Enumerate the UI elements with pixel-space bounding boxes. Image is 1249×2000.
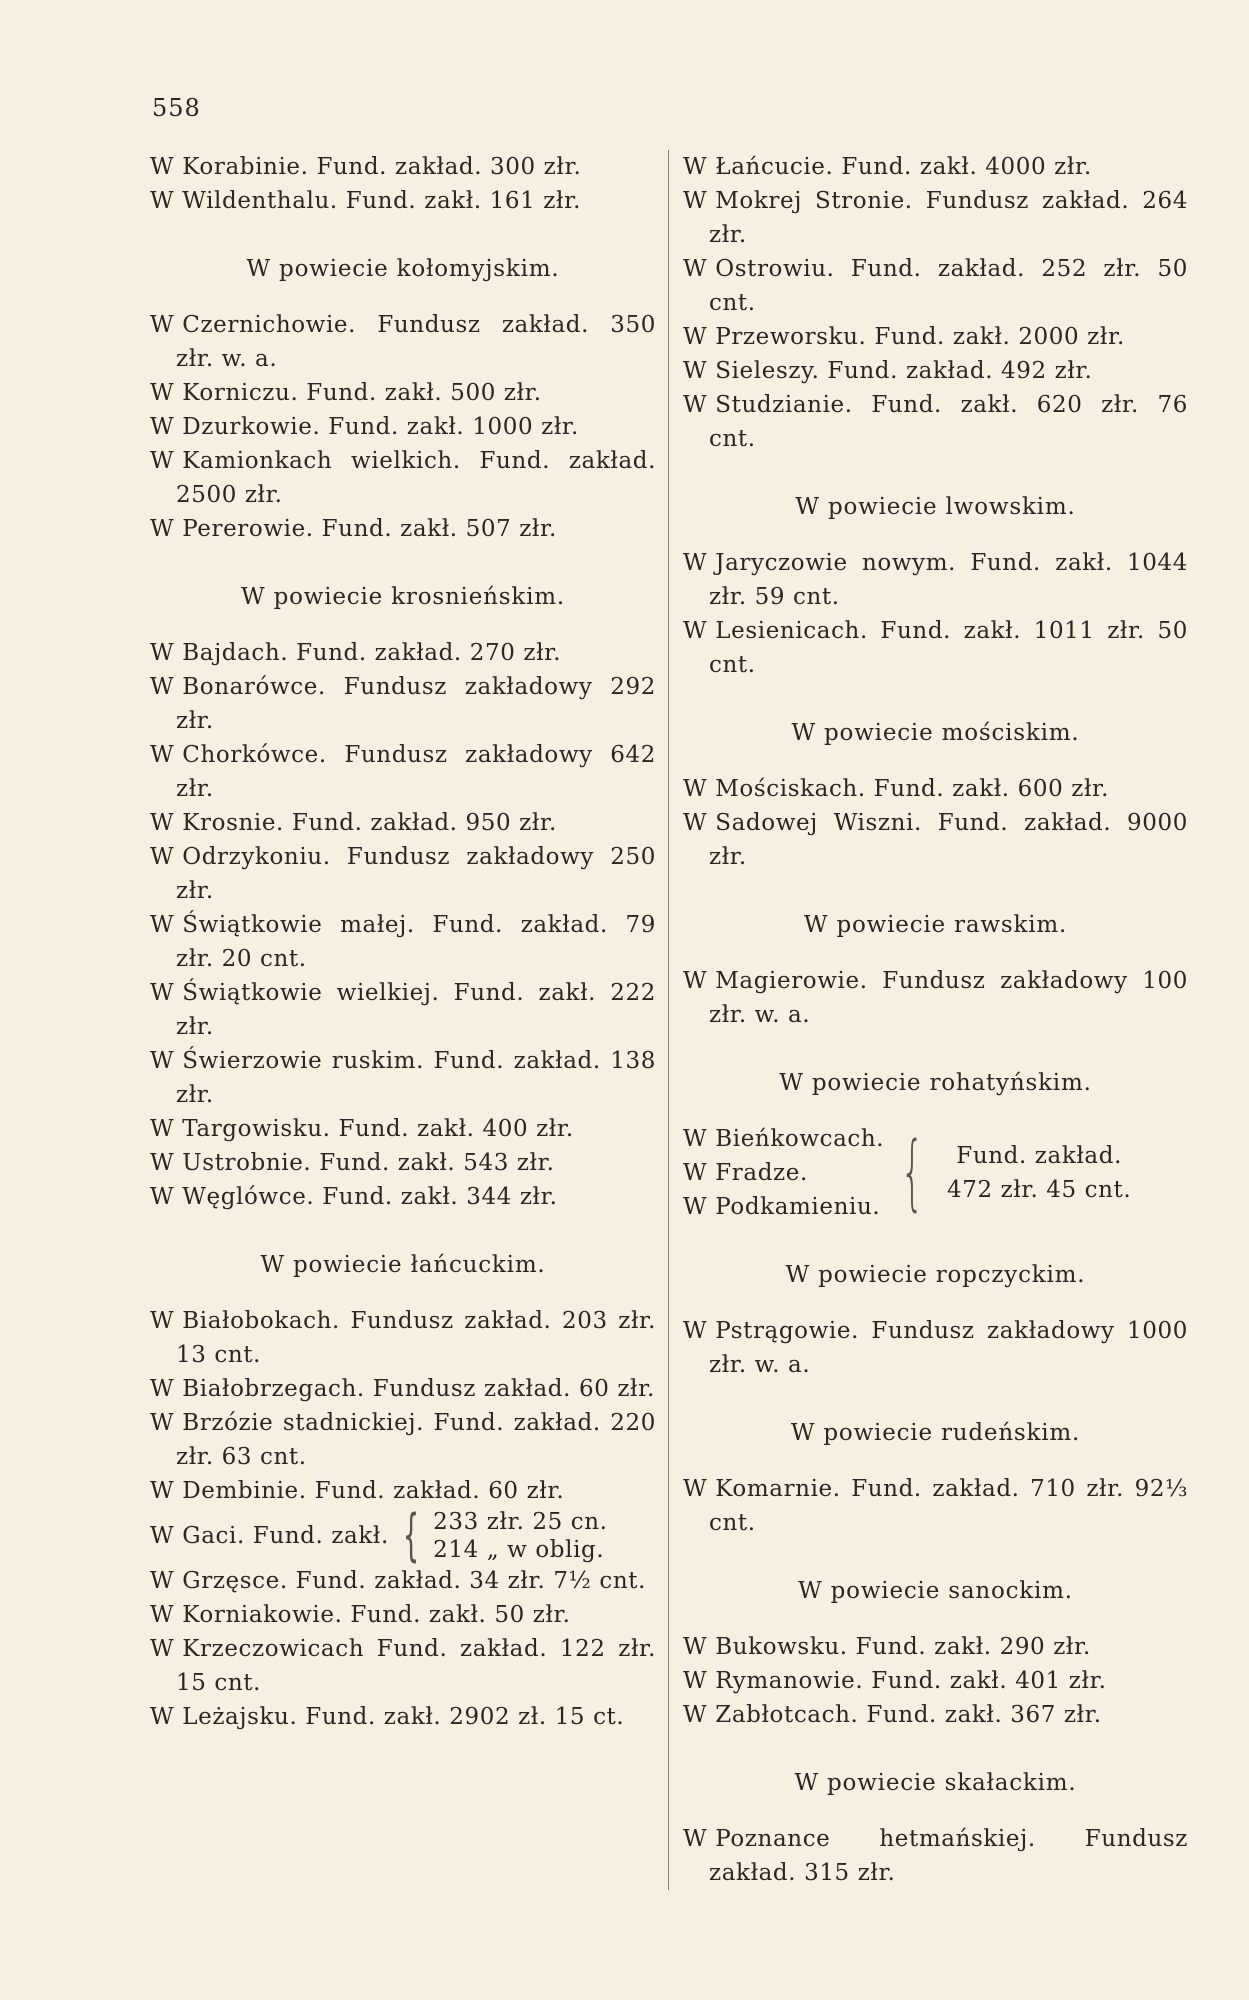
entry <box>150 636 656 670</box>
entry-list <box>683 546 1188 682</box>
entry-prefix: W <box>683 550 708 576</box>
entry-prefix: W <box>683 1160 708 1186</box>
district-heading: W powiecie rohatyńskim. <box>779 1070 1092 1096</box>
entry-text: Rymanowie. Fund. zakł. 401 złr. <box>715 1668 1107 1694</box>
entry-list <box>150 150 656 218</box>
entry-text: Magierowie. Fundusz zakładowy 100 złr. w. a. <box>709 968 1188 1028</box>
entry-text: Czernichowie. Fundusz zakład. 350 złr. w. a. <box>176 312 656 372</box>
entry-prefix: W <box>150 1478 175 1504</box>
entry-text: Podkamieniu. <box>715 1194 881 1220</box>
fund-line: Fund. zakład. <box>956 1143 1122 1169</box>
entry-text: Węglówce. Fund. zakł. 344 złr. <box>182 1184 558 1210</box>
entry-list <box>683 964 1188 1032</box>
entry-prefix: W <box>150 1116 175 1142</box>
entry <box>683 1314 1188 1382</box>
entry-list <box>150 1304 656 1508</box>
entry-prefix: W <box>150 414 175 440</box>
entry-text: Mokrej Stronie. Fundusz zakład. 264 złr. <box>709 188 1188 248</box>
entry-text: Dzurkowie. Fund. zakł. 1000 złr. <box>182 414 579 440</box>
entry-prefix: W <box>150 674 175 700</box>
entry-prefix: W <box>683 1702 708 1728</box>
entry-text: Białobokach. Fundusz zakład. 203 złr. 13 cnt. <box>176 1308 656 1368</box>
column-divider <box>668 150 669 1890</box>
entry-text: Krzeczowicach Fund. zakład. 122 złr. 15 cnt. <box>176 1636 656 1696</box>
left-column <box>150 150 656 1734</box>
entry-prefix: W <box>683 324 708 350</box>
entry-text: Dembinie. Fund. zakład. 60 złr. <box>182 1478 565 1504</box>
entry-prefix: W <box>150 1704 175 1730</box>
entry <box>150 806 656 840</box>
entry-prefix: W <box>150 640 175 666</box>
entry-text: Przeworsku. Fund. zakł. 2000 złr. <box>715 324 1125 350</box>
entry <box>683 1664 1188 1698</box>
district-heading: W powiecie lwowskim. <box>795 494 1076 520</box>
district-heading: W powiecie rudeńskim. <box>790 1420 1081 1446</box>
fund-line: 472 złr. 45 cnt. <box>946 1177 1132 1203</box>
entry-text: Ostrowiu. Fund. zakład. 252 złr. 50 cnt. <box>709 256 1188 316</box>
entry-list <box>683 1630 1188 1732</box>
entry-text: Bukowsku. Fund. zakł. 290 złr. <box>715 1634 1091 1660</box>
entry-text: Fradze. <box>715 1160 808 1186</box>
entry-prefix: W <box>150 154 175 180</box>
entry-prefix: W <box>150 1376 175 1402</box>
entry-text: Pererowie. Fund. zakł. 507 złr. <box>182 516 557 542</box>
entry-prefix: W <box>683 776 708 802</box>
entry-list <box>150 308 656 546</box>
entry <box>150 308 656 376</box>
entry-text: Wildenthalu. Fund. zakł. 161 złr. <box>182 188 582 214</box>
entry-prefix: W <box>150 742 175 768</box>
entry-text: Korabinie. Fund. zakład. 300 złr. <box>182 154 582 180</box>
district-heading: W powiecie sanockim. <box>798 1578 1073 1604</box>
entry-text: Chorkówce. Fundusz zakładowy 642 złr. <box>176 742 656 802</box>
entry-list <box>150 636 656 1214</box>
entry-prefix: W <box>683 1476 708 1502</box>
entry-text: Grzęsce. Fund. zakład. 34 złr. 7½ cnt. <box>182 1568 647 1594</box>
rohatyn-group <box>683 1122 1188 1224</box>
entry <box>150 1598 656 1632</box>
district-heading: W powiecie rawskim. <box>803 912 1068 938</box>
entry-prefix: W <box>150 516 175 542</box>
entry-prefix: W <box>683 1668 708 1694</box>
entry-prefix: W <box>683 154 708 180</box>
entry-text: Białobrzegach. Fundusz zakład. 60 złr. <box>182 1376 656 1402</box>
entry-prefix: W <box>683 968 708 994</box>
entry <box>683 1698 1188 1732</box>
entry-text: Leżajsku. Fund. zakł. 2902 zł. 15 ct. <box>182 1704 625 1730</box>
entry-text: Poznance hetmańskiej. Fundusz zakład. 315 złr. <box>709 1826 1188 1886</box>
entry-prefix: W <box>150 1048 175 1074</box>
entry <box>150 1564 656 1598</box>
entry-text: Korniakowie. Fund. zakł. 50 złr. <box>182 1602 571 1628</box>
entry-prefix: W <box>683 1826 708 1852</box>
amounts <box>433 1508 607 1564</box>
entry-prefix: W <box>150 312 175 338</box>
entry-text: Pstrągowie. Fundusz zakładowy 1000 złr. w. a. <box>709 1318 1188 1378</box>
entry-prefix: W <box>150 1523 175 1549</box>
entry <box>683 184 1188 252</box>
entry-list <box>150 1564 656 1734</box>
entry <box>683 1822 1188 1890</box>
entry <box>683 1472 1188 1540</box>
entry-text: Zabłotcach. Fund. zakł. 367 złr. <box>715 1702 1102 1728</box>
entry-text: Bonarówce. Fundusz zakładowy 292 złr. <box>176 674 656 734</box>
entry-text: Ustrobnie. Fund. zakł. 543 złr. <box>182 1150 555 1176</box>
entry <box>683 1630 1188 1664</box>
entry <box>150 1632 656 1700</box>
entry-text: Sadowej Wiszni. Fund. zakład. 9000 złr. <box>709 810 1188 870</box>
entry-text: Świątkowie wielkiej. Fund. zakł. 222 złr. <box>176 980 656 1040</box>
entry-prefix: W <box>150 448 175 474</box>
entry-text: Komarnie. Fund. zakład. 710 złr. 92⅓ cnt. <box>709 1476 1188 1536</box>
entry-text: Kamionkach wielkich. Fund. zakład. 2500 złr. <box>176 448 656 508</box>
entry <box>683 806 1188 874</box>
entry-prefix: W <box>683 1634 708 1660</box>
district-heading: W powiecie skałackim. <box>794 1770 1077 1796</box>
entry-prefix: W <box>150 1184 175 1210</box>
district-heading: W powiecie łańcuckim. <box>260 1252 546 1278</box>
entry <box>150 376 656 410</box>
entry-prefix: W <box>683 810 708 836</box>
entry <box>150 1112 656 1146</box>
entry-prefix: W <box>683 358 708 384</box>
gaci-entry <box>150 1503 656 1568</box>
entry-text: Studzianie. Fund. zakł. 620 złr. 76 cnt. <box>709 392 1188 452</box>
entry-list <box>683 150 1188 456</box>
entry-text: Krosnie. Fund. zakład. 950 złr. <box>182 810 557 836</box>
entry-text: Korniczu. Fund. zakł. 500 złr. <box>182 380 542 406</box>
group-fund <box>947 1139 1131 1207</box>
district-heading: W powiecie krosnieńskim. <box>241 584 565 610</box>
entry-prefix: W <box>150 380 175 406</box>
entry <box>150 840 656 908</box>
entry <box>150 1146 656 1180</box>
entry-list <box>683 1314 1188 1382</box>
entry <box>683 388 1188 456</box>
entry-prefix: W <box>150 912 175 938</box>
entry <box>150 512 656 546</box>
amount-line: 233 złr. 25 cn. <box>433 1509 608 1535</box>
entry <box>150 908 656 976</box>
right-column <box>683 150 1188 1890</box>
entry-text: Sieleszy. Fund. zakład. 492 złr. <box>715 358 1093 384</box>
entry-text: Mościskach. Fund. zakł. 600 złr. <box>715 776 1109 802</box>
entry <box>150 670 656 738</box>
entry-text: Lesienicach. Fund. zakł. 1011 złr. 50 cnt. <box>709 618 1188 678</box>
amount-line: 214 „ w oblig. <box>433 1537 605 1563</box>
entry <box>150 1372 656 1406</box>
entry-text: Łańcucie. Fund. zakł. 4000 złr. <box>715 154 1092 180</box>
entry-text: Bieńkowcach. <box>715 1126 885 1152</box>
entry <box>150 1304 656 1372</box>
brace: { <box>900 1125 925 1220</box>
brace: { <box>402 1503 420 1568</box>
entry-prefix: W <box>683 188 708 214</box>
entry-prefix: W <box>150 1568 175 1594</box>
place-row <box>683 1122 884 1156</box>
place-list <box>683 1122 884 1224</box>
entry-prefix: W <box>150 1308 175 1334</box>
entry <box>150 1406 656 1474</box>
entry <box>150 1180 656 1214</box>
entry-text: Bajdach. Fund. zakład. 270 złr. <box>182 640 562 666</box>
entry-prefix: W <box>683 392 708 418</box>
entry <box>683 354 1188 388</box>
entry-prefix: W <box>683 618 708 644</box>
entry-prefix: W <box>150 1602 175 1628</box>
entry-text: Targowisku. Fund. zakł. 400 złr. <box>182 1116 574 1142</box>
entry-prefix: W <box>150 1410 175 1436</box>
entry <box>150 444 656 512</box>
entry <box>683 320 1188 354</box>
entry-prefix: W <box>683 1318 708 1344</box>
entry-prefix: W <box>150 188 175 214</box>
district-heading: W powiecie kołomyjskim. <box>246 256 560 282</box>
entry <box>683 614 1188 682</box>
entry <box>150 410 656 444</box>
entry-list <box>683 1472 1188 1540</box>
entry-text: Odrzykoniu. Fundusz zakładowy 250 złr. <box>176 844 656 904</box>
entry-text: Świątkowie małej. Fund. zakład. 79 złr. 20 cnt. <box>176 912 656 972</box>
entry-list <box>683 772 1188 874</box>
place-row <box>683 1156 884 1190</box>
entry <box>683 546 1188 614</box>
entry-prefix: W <box>683 1126 708 1152</box>
entry <box>150 1044 656 1112</box>
entry-text: Jaryczowie nowym. Fund. zakł. 1044 złr. 59 cnt. <box>709 550 1188 610</box>
entry <box>683 964 1188 1032</box>
entry-prefix: W <box>150 844 175 870</box>
entry <box>683 150 1188 184</box>
place-row <box>683 1190 884 1224</box>
district-heading: W powiecie ropczyckim. <box>785 1262 1086 1288</box>
entry-prefix: W <box>683 1194 708 1220</box>
entry <box>683 252 1188 320</box>
entry-prefix: W <box>150 980 175 1006</box>
entry-prefix: W <box>150 1150 175 1176</box>
page-number: 558 <box>152 94 201 122</box>
entry <box>150 184 656 218</box>
entry-text: Gaci. Fund. zakł. <box>182 1523 389 1549</box>
entry-prefix: W <box>150 810 175 836</box>
entry <box>150 738 656 806</box>
entry-text: Brzózie stadnickiej. Fund. zakład. 220 złr. 63 cnt. <box>176 1410 656 1470</box>
entry <box>150 150 656 184</box>
entry-list <box>683 1822 1188 1890</box>
district-heading: W powiecie mościskim. <box>791 720 1080 746</box>
entry <box>683 772 1188 806</box>
entry-prefix: W <box>150 1636 175 1662</box>
entry <box>150 1700 656 1734</box>
entry-text: Świerzowie ruskim. Fund. zakład. 138 złr. <box>176 1048 656 1108</box>
entry-prefix: W <box>683 256 708 282</box>
entry <box>150 976 656 1044</box>
